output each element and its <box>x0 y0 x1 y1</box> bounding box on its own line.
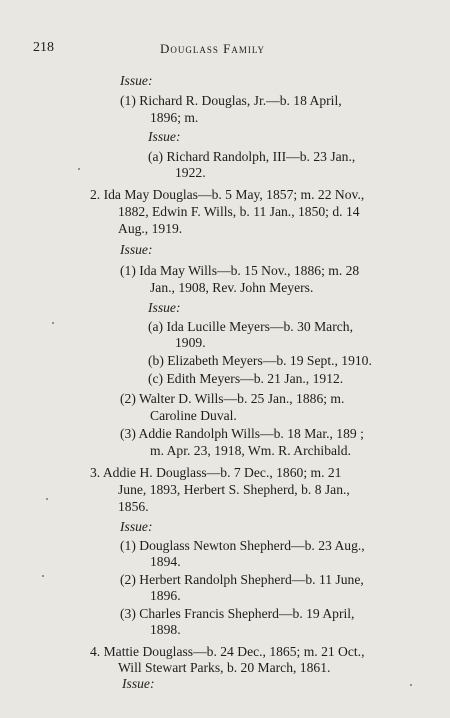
text-line: (3) Charles Francis Shepherd—b. 19 April, <box>120 606 355 621</box>
text-line: (2) Herbert Randolph Shepherd—b. 11 June, <box>120 572 364 587</box>
text-line: (1) Douglass Newton Shepherd—b. 23 Aug., <box>120 538 365 553</box>
text-line: 1909. <box>175 335 206 350</box>
text-line: (3) Addie Randolph Wills—b. 18 Mar., 189 ; <box>120 426 364 441</box>
text-line: 3. Addie H. Douglass—b. 7 Dec., 1860; m. 21 <box>90 465 342 480</box>
text-line: (b) Elizabeth Meyers—b. 19 Sept., 1910. <box>148 353 372 368</box>
paper-speck <box>42 575 44 577</box>
paper-speck <box>410 684 412 686</box>
page-number: 218 <box>33 40 54 55</box>
text-line: 1896; m. <box>150 110 199 125</box>
text-line: (1) Richard R. Douglas, Jr.—b. 18 April, <box>120 93 342 108</box>
text-line: 1922. <box>175 165 206 180</box>
text-line: (2) Walter D. Wills—b. 25 Jan., 1886; m. <box>120 391 345 406</box>
text-line: (c) Edith Meyers—b. 21 Jan., 1912. <box>148 371 344 386</box>
text-line: Will Stewart Parks, b. 20 March, 1861. <box>118 660 331 675</box>
text-line: 1896. <box>150 588 181 603</box>
paper-speck <box>46 498 48 500</box>
text-line: 1882, Edwin F. Wills, b. 11 Jan., 1850; d. 14 <box>118 204 360 219</box>
text-line: 4. Mattie Douglass—b. 24 Dec., 1865; m. 21 Oct., <box>90 644 365 659</box>
paper-speck <box>52 322 54 324</box>
issue-label: Issue: <box>148 129 181 144</box>
issue-label: Issue: <box>122 676 155 691</box>
text-line: (a) Richard Randolph, III—b. 23 Jan., <box>148 149 356 164</box>
text-line: (a) Ida Lucille Meyers—b. 30 March, <box>148 319 353 334</box>
text-line: 1894. <box>150 554 181 569</box>
text-line: Caroline Duval. <box>150 408 237 423</box>
text-line: 1898. <box>150 622 181 637</box>
text-line: Aug., 1919. <box>118 221 183 236</box>
text-line: Jan., 1908, Rev. John Meyers. <box>150 280 314 295</box>
issue-label: Issue: <box>120 519 153 534</box>
text-line: 1856. <box>118 499 149 514</box>
text-line: m. Apr. 23, 1918, Wm. R. Archibald. <box>150 443 352 458</box>
text-line: 2. Ida May Douglas—b. 5 May, 1857; m. 22 Nov., <box>90 187 365 202</box>
issue-label: Issue: <box>120 242 153 257</box>
issue-label: Issue: <box>120 73 153 88</box>
text-line: (1) Ida May Wills—b. 15 Nov., 1886; m. 28 <box>120 263 360 278</box>
issue-label: Issue: <box>148 300 181 315</box>
paper-speck <box>78 168 80 170</box>
running-head: Douglass Family <box>160 41 265 56</box>
text-line: June, 1893, Herbert S. Shepherd, b. 8 Jan., <box>118 482 350 497</box>
